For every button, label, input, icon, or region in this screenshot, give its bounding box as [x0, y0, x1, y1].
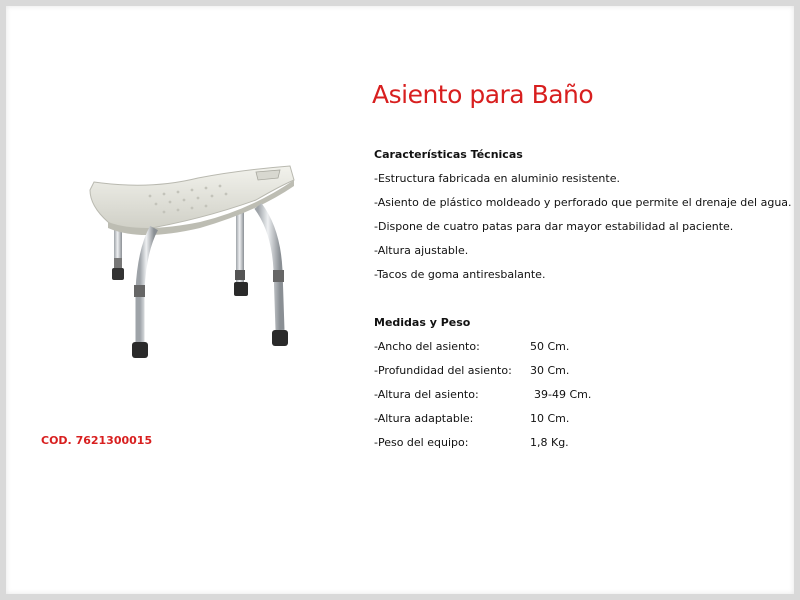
measure-row: [374, 364, 794, 380]
technical-item: -Dispone de cuatro patas para dar mayor estabilidad al paciente.: [374, 220, 734, 233]
technical-item: -Asiento de plástico moldeado y perforado que permite el drenaje del agua.: [374, 196, 792, 209]
product-code: COD. 7621300015: [41, 434, 153, 447]
measure-label: -Altura del asiento:: [374, 388, 479, 401]
technical-heading: Características Técnicas: [374, 148, 523, 161]
measure-label: -Profundidad del asiento:: [374, 364, 512, 377]
technical-item: -Altura ajustable.: [374, 244, 469, 257]
bath-stool-image: [80, 160, 310, 360]
measure-label: -Altura adaptable:: [374, 412, 474, 425]
measure-row: [374, 436, 794, 452]
technical-item: -Tacos de goma antiresbalante.: [374, 268, 546, 281]
measure-value: 39-49 Cm.: [534, 388, 592, 401]
measure-label: -Peso del equipo:: [374, 436, 469, 449]
measure-value: 10 Cm.: [530, 412, 570, 425]
page-title: Asiento para Baño: [372, 80, 594, 109]
measure-row: [374, 412, 794, 428]
measure-row: [374, 340, 794, 356]
measures-heading: Medidas y Peso: [374, 316, 471, 329]
measure-value: 30 Cm.: [530, 364, 570, 377]
measure-label: -Ancho del asiento:: [374, 340, 480, 353]
measure-value: 50 Cm.: [530, 340, 570, 353]
technical-item: -Estructura fabricada en aluminio resistente.: [374, 172, 620, 185]
measure-row: [374, 388, 794, 404]
measure-value: 1,8 Kg.: [530, 436, 569, 449]
